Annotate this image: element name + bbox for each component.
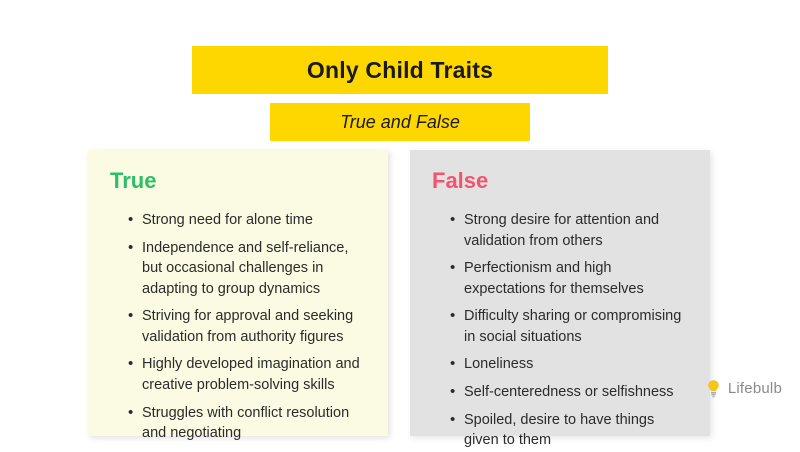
true-column [88,150,388,442]
list-item: • Difficulty sharing or compromising in social situations [450,306,688,347]
page-title: Only Child Traits [306,56,494,83]
list-item: • Perfectionism and high expectations for themselves [450,258,688,299]
list-item: • Spoiled, desire to have things given to them [450,410,688,451]
list-item: • Struggles with conflict resolution and negotiating [128,403,366,444]
list-item: • Strong need for alone time [128,210,366,231]
true-column-heading: True [110,168,157,193]
watermark-label: Lifebulb [727,380,782,397]
list-item: • Self-centeredness or selfishness [450,382,688,403]
list-item: • Striving for approval and seeking validation from authority figures [128,306,366,347]
list-item: • Highly developed imagination and creative problem-solving skills [128,354,366,395]
list-item: • Strong desire for attention and validation from others [450,210,688,251]
true-trait-list [110,210,366,444]
subtitle-banner [270,103,530,141]
list-item: • Independence and self-reliance, but occasional challenges in adapting to group dynamics [128,238,366,300]
list-item: • Loneliness [450,354,688,375]
lightbulb-icon [705,379,722,398]
page-subtitle: True and False [340,111,460,132]
title-banner [192,46,608,94]
watermark [705,379,782,398]
false-column [410,150,710,449]
false-trait-list [432,210,688,451]
false-column-heading: False [432,168,489,193]
